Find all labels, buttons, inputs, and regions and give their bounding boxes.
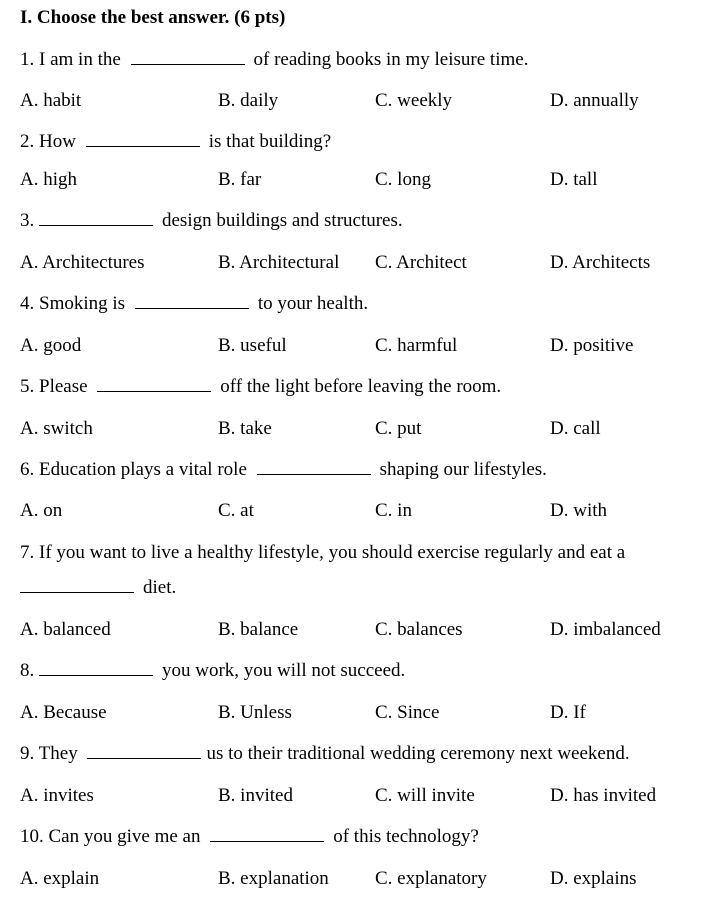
q1-option-d: D. annually <box>550 90 639 111</box>
q7-option-c: C. balances <box>375 619 463 640</box>
question-4 <box>20 292 368 316</box>
question-5-text: 5. Please <box>20 376 88 397</box>
q8-option-a: A. Because <box>20 702 107 723</box>
q3-option-c: C. Architect <box>375 252 467 273</box>
question-7 <box>20 541 625 565</box>
q7-option-a: A. balanced <box>20 619 111 640</box>
q8-option-d: D. If <box>550 702 586 723</box>
question-3-text-after: design buildings and structures. <box>162 210 403 231</box>
q5-option-a: A. switch <box>20 418 93 439</box>
q4-option-a: A. good <box>20 335 82 356</box>
q9-option-b: B. invited <box>218 785 293 806</box>
q6-option-a: A. on <box>20 500 63 521</box>
question-9-text-after: us to their traditional wedding ceremony next weekend. <box>206 743 630 764</box>
question-2-text-after: is that building? <box>208 131 332 152</box>
question-9-text: 9. They <box>20 743 78 764</box>
question-7-line-2 <box>20 576 176 600</box>
q2-option-d: D. tall <box>550 169 598 190</box>
q8-option-b: B. Unless <box>218 702 292 723</box>
q10-option-a: A. explain <box>20 868 100 889</box>
question-1-text: 1. I am in the <box>20 49 121 70</box>
q7-option-b: B. balance <box>218 619 299 640</box>
answer-blank-5 <box>97 377 211 392</box>
question-7-text-after: diet. <box>143 577 177 598</box>
q6-option-b: C. at <box>218 500 254 521</box>
question-10-text-after: of this technology? <box>333 826 479 847</box>
q3-option-b: B. Architectural <box>218 252 340 273</box>
question-6 <box>20 458 547 482</box>
q4-option-c: C. harmful <box>375 335 458 356</box>
q2-option-c: C. long <box>375 169 431 190</box>
question-3-text: 3. <box>20 210 35 231</box>
question-1 <box>20 48 528 72</box>
q2-option-a: A. high <box>20 169 77 190</box>
question-7-text: 7. If you want to live a healthy lifestyle, you should exercise regularly and eat a <box>20 542 626 563</box>
q7-option-d: D. imbalanced <box>550 619 661 640</box>
question-6-text-after: shaping our lifestyles. <box>379 459 547 480</box>
q10-option-c: C. explanatory <box>375 868 487 889</box>
question-4-text-after: to your health. <box>257 293 369 314</box>
answer-blank-9 <box>87 744 201 759</box>
q3-option-d: D. Architects <box>550 252 651 273</box>
question-4-text: 4. Smoking is <box>20 293 126 314</box>
question-10-text: 10. Can you give me an <box>20 826 201 847</box>
q6-option-d: D. with <box>550 500 607 521</box>
q9-option-c: C. will invite <box>375 785 475 806</box>
q3-option-a: A. Architectures <box>20 252 145 273</box>
q5-option-c: C. put <box>375 418 422 439</box>
q9-option-a: A. invites <box>20 785 94 806</box>
question-1-text-after: of reading books in my leisure time. <box>253 49 529 70</box>
q10-option-d: D. explains <box>550 868 637 889</box>
q2-option-b: B. far <box>218 169 262 190</box>
question-8-text: 8. <box>20 660 35 681</box>
question-10 <box>20 825 479 849</box>
question-2 <box>20 130 331 154</box>
answer-blank-6 <box>257 460 371 475</box>
q9-option-d: D. has invited <box>550 785 657 806</box>
question-5 <box>20 375 501 399</box>
answer-blank-4 <box>135 294 249 309</box>
question-6-text: 6. Education plays a vital role <box>20 459 247 480</box>
question-9 <box>20 742 630 766</box>
answer-blank-1 <box>131 50 245 65</box>
question-8 <box>20 659 405 683</box>
answer-blank-10 <box>210 827 324 842</box>
question-3 <box>20 209 403 233</box>
q1-option-a: A. habit <box>20 90 82 111</box>
question-2-text: 2. How <box>20 131 76 152</box>
section-heading: I. Choose the best answer. (6 pts) <box>20 7 286 28</box>
q5-option-d: D. call <box>550 418 601 439</box>
q4-option-b: B. useful <box>218 335 287 356</box>
q6-option-c: C. in <box>375 500 412 521</box>
answer-blank-7 <box>20 578 134 593</box>
q1-option-b: B. daily <box>218 90 279 111</box>
q1-option-c: C. weekly <box>375 90 453 111</box>
answer-blank-2 <box>86 132 200 147</box>
q5-option-b: B. take <box>218 418 272 439</box>
question-8-text-after: you work, you will not succeed. <box>162 660 406 681</box>
q4-option-d: D. positive <box>550 335 634 356</box>
q10-option-b: B. explanation <box>218 868 329 889</box>
answer-blank-3 <box>39 211 153 226</box>
q8-option-c: C. Since <box>375 702 440 723</box>
answer-blank-8 <box>39 661 153 676</box>
question-5-text-after: off the light before leaving the room. <box>220 376 502 397</box>
